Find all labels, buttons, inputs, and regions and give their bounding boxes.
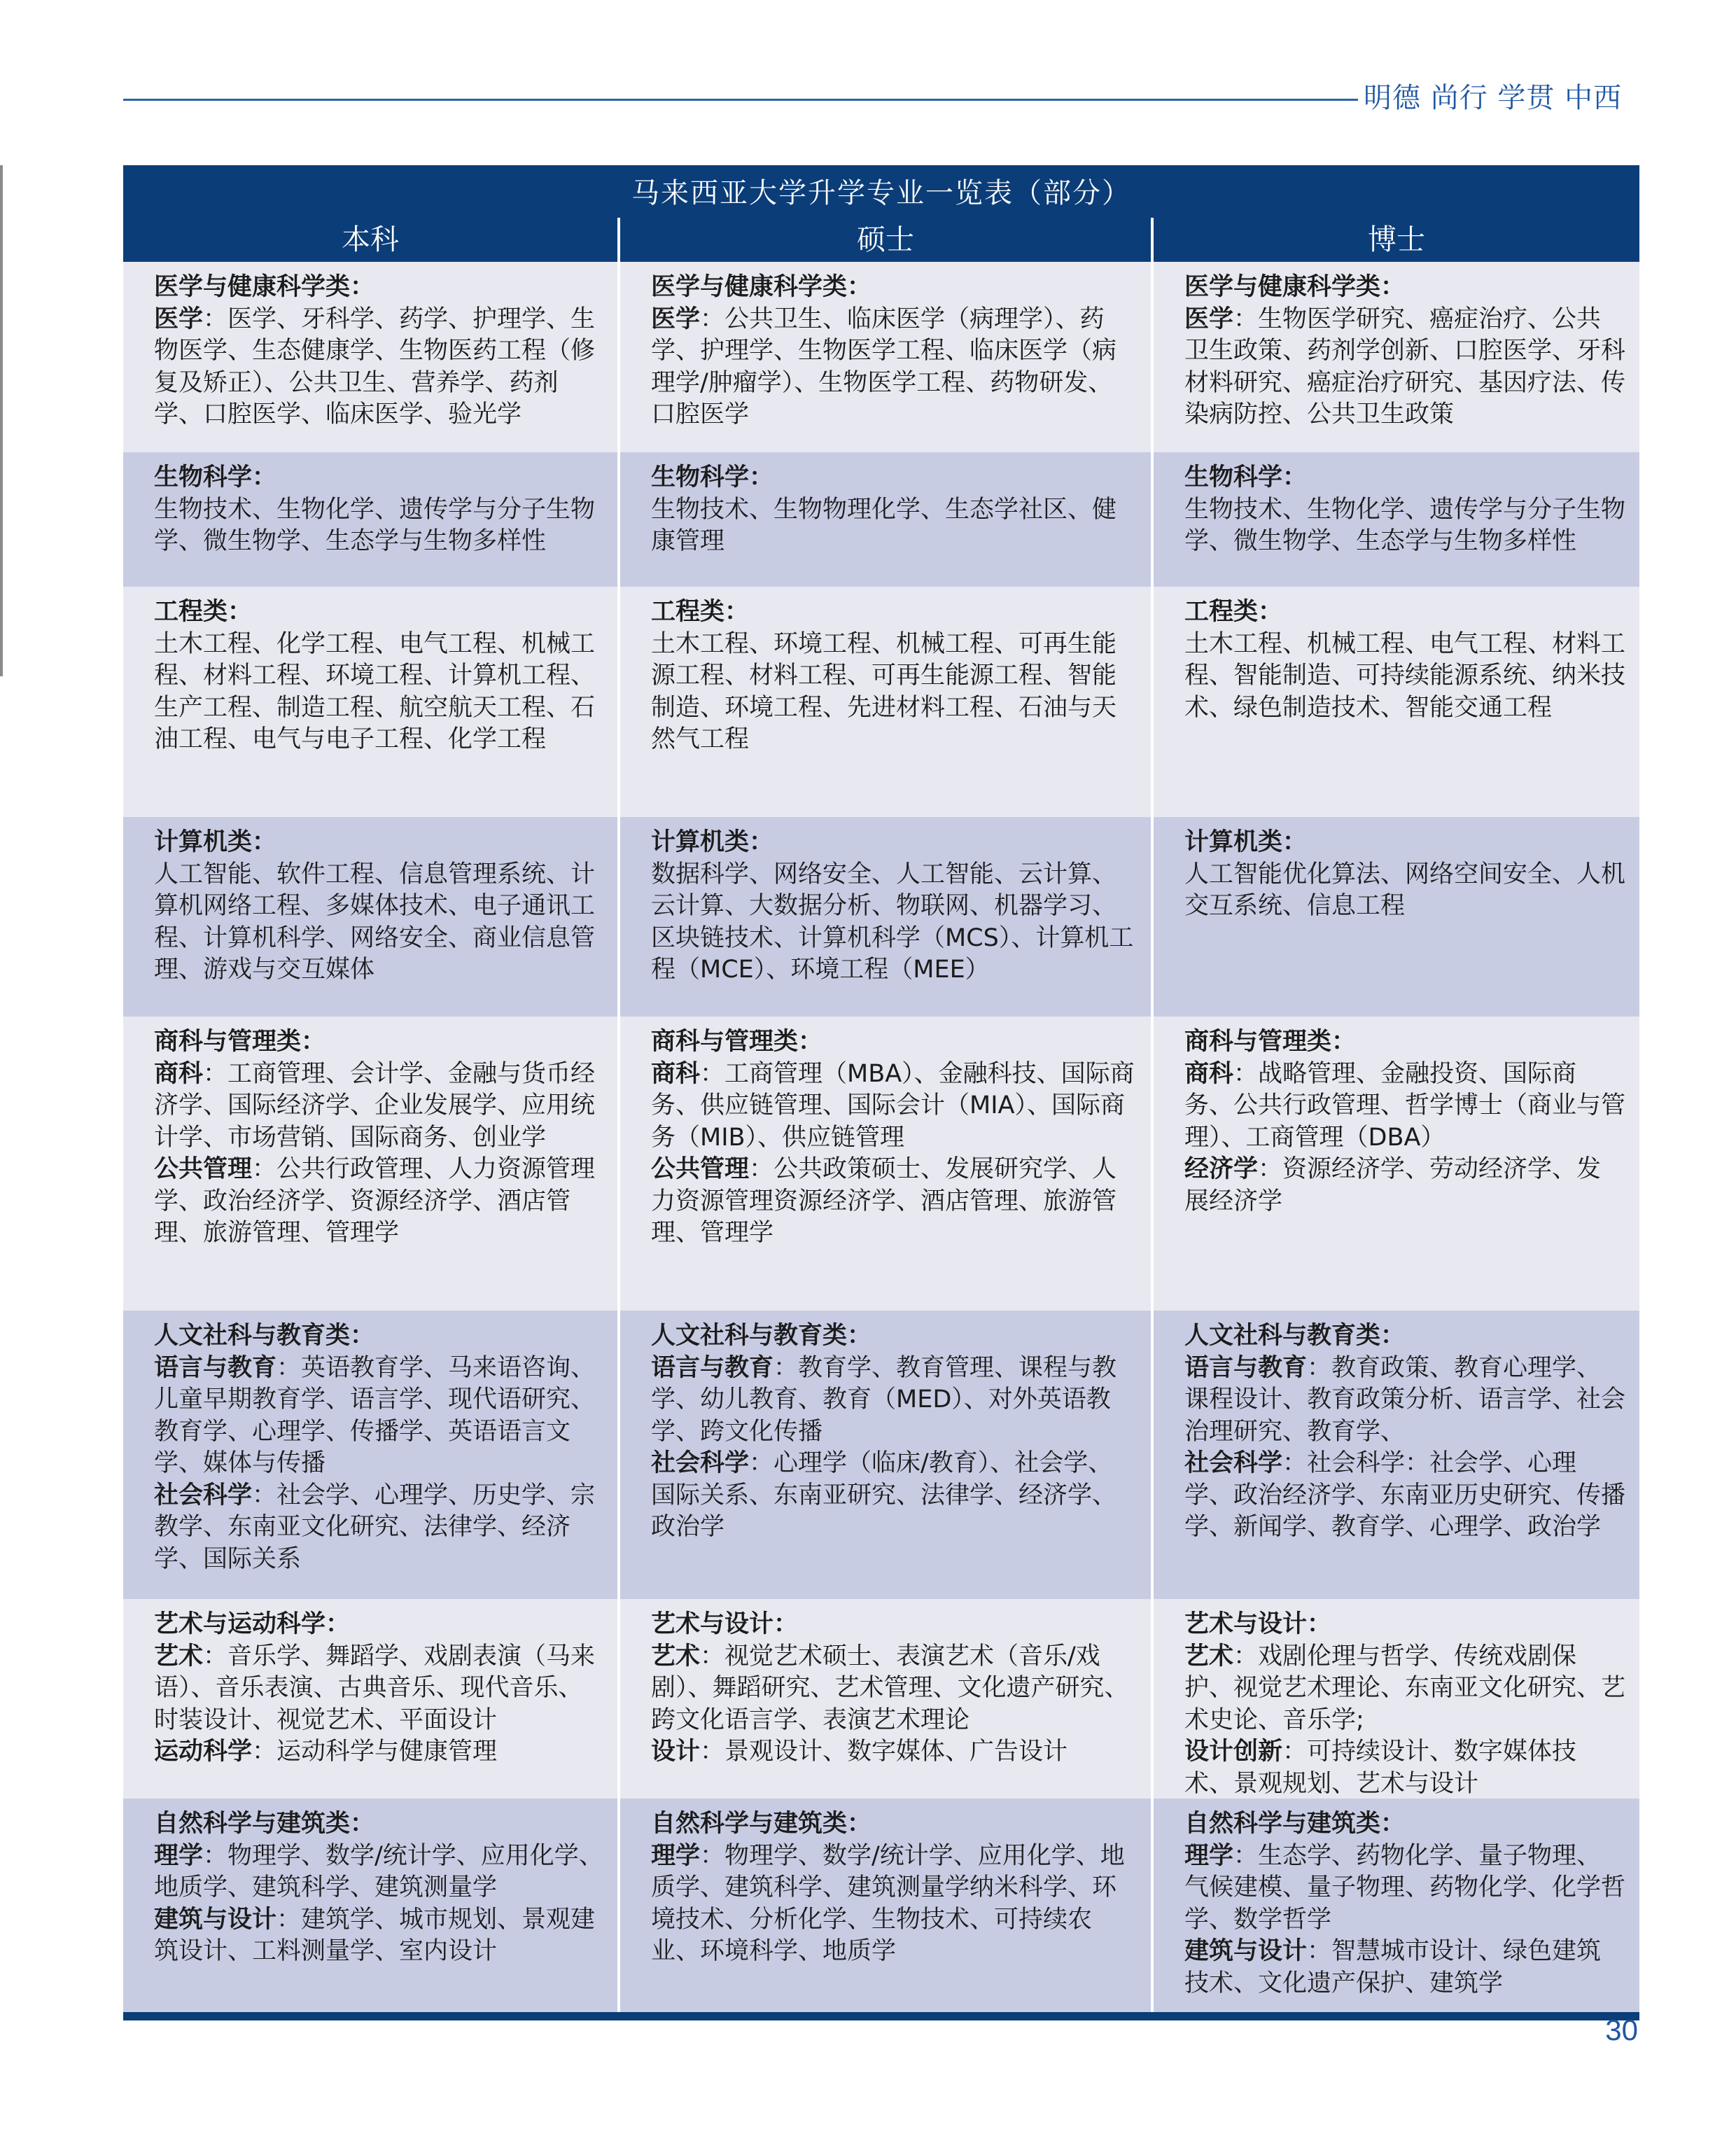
table-cell [617,452,1151,587]
major-text: ：社会学、心理学、历史学、宗教学、东南亚文化研究、法律学、经济学、国际关系 [154,1481,596,1573]
major-list [651,1353,1137,1449]
table-cell [123,1017,617,1311]
table-cell [1151,587,1639,817]
major-list [651,494,1137,558]
table-header [123,165,1639,262]
major-text: 生物技术、生物化学、遗传学与分子生物学、微生物学、生态学与生物多样性 [154,495,596,555]
subcategory-label: 商科 [154,1059,204,1088]
major-list [651,859,1137,986]
category-heading: 生物科学： [651,463,774,491]
major-text: ：景观设计、数字媒体、广告设计 [700,1738,1068,1766]
table-cell [617,1799,1151,2012]
table-row [123,452,1639,587]
major-list [1184,1154,1625,1217]
subcategory-label: 公共管理 [154,1155,253,1183]
table-cell [1151,817,1639,1017]
subcategory-label: 公共管理 [651,1155,750,1183]
category-heading: 生物科学： [1184,463,1308,491]
subcategory-label: 建筑与设计 [1184,1937,1308,1965]
subcategory-label: 建筑与设计 [154,1905,277,1934]
page-number: 30 [1605,2013,1638,2046]
table-bottom-rule [123,2012,1639,2020]
major-text: 土木工程、化学工程、电气工程、机械工程、材料工程、环境工程、计算机工程、生产工程、制造工程、航空航天工程、石油工程、电气与电子工程、化学工程 [154,629,596,753]
major-list [154,1841,603,1904]
table-row [123,587,1639,817]
subcategory-label: 语言与教育 [651,1353,774,1382]
major-text: ：视觉艺术硕士、表演艺术（音乐/戏剧）、舞蹈研究、艺术管理、文化遗产研究、跨文化语言学、表演艺术理论 [651,1642,1129,1734]
major-text: ：公共行政管理、人力资源管理学、政治经济学、资源经济学、酒店管理、旅游管理、管理学 [154,1155,596,1247]
subcategory-label: 艺术 [1184,1642,1234,1670]
category-heading: 工程类： [1184,598,1283,626]
header-rule [123,99,1358,101]
major-text: ：公共卫生、临床医学（病理学）、药学、护理学、生物医学工程、临床医学（病理学/肿瘤学）、生物医学工程、药物研发、口腔医学 [651,305,1117,428]
subcategory-label: 理学 [1184,1841,1234,1870]
column-header-master: 硕士 [617,218,1151,262]
major-text: 数据科学、网络安全、人工智能、云计算、云计算、大数据分析、物联网、机器学习、区块链技术、计算机科学（MCS）、计算机工程（MCE）、环境工程（MEE） [651,860,1134,984]
column-header-doctor: 博士 [1151,218,1639,262]
major-list [154,1641,603,1737]
major-list [154,1154,603,1250]
category-heading: 医学与健康科学类： [1184,273,1406,301]
subcategory-label: 语言与教育 [1184,1353,1308,1382]
major-text: ：音乐学、舞蹈学、戏剧表演（马来语）、音乐表演、古典音乐、现代音乐、时装设计、视觉艺术、平面设计 [154,1642,596,1734]
category-heading: 计算机类： [651,828,774,856]
subcategory-label: 语言与教育 [154,1353,277,1382]
table-cell [1151,262,1639,452]
major-list [1184,629,1625,725]
major-text: ：物理学、数学/统计学、应用化学、地质学、建筑科学、建筑测量学 [154,1841,603,1901]
table-cell [123,817,617,1017]
table-cell [1151,1799,1639,2012]
subcategory-label: 商科 [651,1059,701,1088]
table-cell [617,817,1151,1017]
subcategory-label: 艺术 [154,1642,204,1670]
major-list [1184,1641,1625,1737]
category-heading: 工程类： [651,598,750,626]
major-text: ：英语教育学、马来语咨询、儿童早期教育学、语言学、现代语研究、教育学、心理学、传播学、英语语言文学、媒体与传播 [154,1353,596,1477]
table-cell [617,1599,1151,1799]
table-cell [617,1311,1151,1599]
category-heading: 生物科学： [154,463,277,491]
category-heading: 艺术与设计： [651,1610,799,1638]
category-heading: 艺术与运动科学： [154,1610,351,1638]
major-list [1184,494,1625,558]
subcategory-label: 经济学 [1184,1155,1259,1183]
table-cell [1151,1017,1639,1311]
category-heading: 商科与管理类： [651,1028,823,1056]
major-text: ：物理学、数学/统计学、应用化学、地质学、建筑科学、建筑测量学纳米科学、环境技术、分析化学、生物技术、可持续农业、环境科学、地质学 [651,1841,1125,1965]
category-heading: 商科与管理类： [154,1028,326,1056]
major-text: ：戏剧伦理与哲学、传统戏剧保护、视觉艺术理论、东南亚文化研究、艺术史论、音乐学; [1184,1642,1626,1734]
table-row [123,1599,1639,1799]
major-text: ：智慧城市设计、绿色建筑技术、文化遗产保护、建筑学 [1184,1937,1602,1997]
table-row [123,262,1639,452]
major-text: ：工商管理、会计学、金融与货币经济学、国际经济学、企业发展学、应用统计学、市场营销、国际商务、创业学 [154,1059,596,1152]
table-row [123,817,1639,1017]
category-heading: 计算机类： [1184,828,1308,856]
major-list [1184,1736,1625,1799]
major-list [651,1841,1137,1968]
subcategory-label: 设计创新 [1184,1738,1283,1766]
major-list [154,1480,603,1576]
major-list [1184,1353,1625,1449]
table-cell [123,1599,617,1799]
subcategory-label: 理学 [651,1841,701,1870]
major-text: ：教育学、教育管理、课程与教学、幼儿教育、教育（MED）、对外英语教学、跨文化传播 [651,1353,1117,1446]
table-row [123,1311,1639,1599]
table-cell [617,587,1151,817]
major-text: ：战略管理、金融投资、国际商务、公共行政管理、哲学博士（商业与管理）、工商管理（DBA） [1184,1059,1626,1152]
major-text: 人工智能优化算法、网络空间安全、人机交互系统、信息工程 [1184,860,1626,920]
major-list [1184,1059,1625,1154]
major-list [154,304,603,431]
category-heading: 自然科学与建筑类： [154,1810,375,1838]
table-cell [1151,452,1639,587]
table-cell [617,262,1151,452]
table-row [123,1799,1639,2012]
header-motto: 明德 尚行 学贯 中西 [1364,82,1623,114]
major-text: 土木工程、环境工程、机械工程、可再生能源工程、材料工程、可再生能源工程、智能制造、环境工程、先进材料工程、石油与天然气工程 [651,629,1117,753]
major-list [651,1448,1137,1544]
table-row [123,1017,1639,1311]
subcategory-label: 医学 [154,305,204,333]
table-cell [617,1017,1151,1311]
subcategory-label: 运动科学 [154,1738,253,1766]
major-text: ：生物医学研究、癌症治疗、公共卫生政策、药剂学创新、口腔医学、牙科材料研究、癌症治疗研究、基因疗法、传染病防控、公共卫生政策 [1184,305,1626,428]
major-text: ：运动科学与健康管理 [252,1738,498,1766]
major-list [154,1736,603,1768]
table-cell [1151,1311,1639,1599]
major-text: ：社会科学：社会学、心理学、政治经济学、东南亚历史研究、传播学、新闻学、教育学、心理学、政治学 [1184,1449,1626,1541]
major-list [1184,859,1625,923]
major-list [154,1059,603,1154]
table-cell [1151,1599,1639,1799]
major-text: ：工商管理（MBA）、金融科技、国际商务、供应链管理、国际会计（MIA）、国际商务（MIB）、供应链管理 [651,1059,1135,1152]
category-heading: 艺术与设计： [1184,1610,1332,1638]
major-text: ：建筑学、城市规划、景观建筑设计、工料测量学、室内设计 [154,1905,596,1965]
major-list [154,629,603,756]
major-list [154,859,603,986]
major-text: ：可持续设计、数字媒体技术、景观规划、艺术与设计 [1184,1738,1577,1798]
category-heading: 医学与健康科学类： [154,273,375,301]
column-header-bachelor: 本科 [342,223,399,256]
subcategory-label: 设计 [651,1738,701,1766]
category-heading: 人文社科与教育类： [154,1322,375,1350]
major-list [651,629,1137,756]
table-body [123,262,1639,2012]
category-heading: 人文社科与教育类： [651,1322,872,1350]
major-list [154,494,603,558]
category-heading: 自然科学与建筑类： [651,1810,872,1838]
major-list [1184,304,1625,431]
category-heading: 商科与管理类： [1184,1028,1357,1056]
table-cell [123,1311,617,1599]
major-list [651,1641,1137,1737]
category-heading: 工程类： [154,598,253,626]
major-list [154,1904,603,1968]
major-list [651,1736,1137,1768]
category-heading: 人文社科与教育类： [1184,1322,1406,1350]
column-headers [123,218,1639,262]
subcategory-label: 艺术 [651,1642,701,1670]
major-list [651,304,1137,431]
major-text: ：医学、牙科学、药学、护理学、生物医学、生态健康学、生物医药工程（修复及矫正）、公共卫生、营养学、药剂学、口腔医学、临床医学、验光学 [154,305,596,428]
category-heading: 自然科学与建筑类： [1184,1810,1406,1838]
subcategory-label: 社会科学 [154,1481,253,1509]
major-list [1184,1936,1625,1999]
subcategory-label: 商科 [1184,1059,1234,1088]
subcategory-label: 社会科学 [1184,1449,1283,1477]
major-list [1184,1841,1625,1936]
subcategory-label: 医学 [651,305,701,333]
major-text: ：心理学（临床/教育）、社会学、国际关系、东南亚研究、法律学、经济学、政治学 [651,1449,1117,1541]
table-cell [123,452,617,587]
major-list [1184,1448,1625,1544]
major-list [651,1059,1137,1154]
left-edge-bar [0,165,3,676]
major-text: 土木工程、机械工程、电气工程、材料工程、智能制造、可持续能源系统、纳米技术、绿色制造技术、智能交通工程 [1184,629,1626,722]
majors-table [123,165,1639,2020]
major-text: ：资源经济学、劳动经济学、发展经济学 [1184,1155,1602,1215]
major-text: ：生态学、药物化学、量子物理、气候建模、量子物理、药物化学、化学哲学、数学哲学 [1184,1841,1626,1934]
category-heading: 医学与健康科学类： [651,273,872,301]
major-text: 生物技术、生物化学、遗传学与分子生物学、微生物学、生态学与生物多样性 [1184,495,1626,555]
major-list [154,1353,603,1480]
major-text: ：教育政策、教育心理学、课程设计、教育政策分析、语言学、社会治理研究、教育学、 [1184,1353,1626,1446]
major-text: 生物技术、生物物理化学、生态学社区、健康管理 [651,495,1117,555]
major-text: 人工智能、软件工程、信息管理系统、计算机网络工程、多媒体技术、电子通讯工程、计算机科学、网络安全、商业信息管理、游戏与交互媒体 [154,860,596,984]
subcategory-label: 医学 [1184,305,1234,333]
major-list [651,1154,1137,1250]
table-cell [123,262,617,452]
subcategory-label: 理学 [154,1841,204,1870]
major-text: ：公共政策硕士、发展研究学、人力资源管理资源经济学、酒店管理、旅游管理、管理学 [651,1155,1117,1247]
table-caption: 马来西亚大学升学专业一览表（部分） [631,177,1131,209]
table-cell [123,1799,617,2012]
table-cell [123,587,617,817]
category-heading: 计算机类： [154,828,277,856]
subcategory-label: 社会科学 [651,1449,750,1477]
